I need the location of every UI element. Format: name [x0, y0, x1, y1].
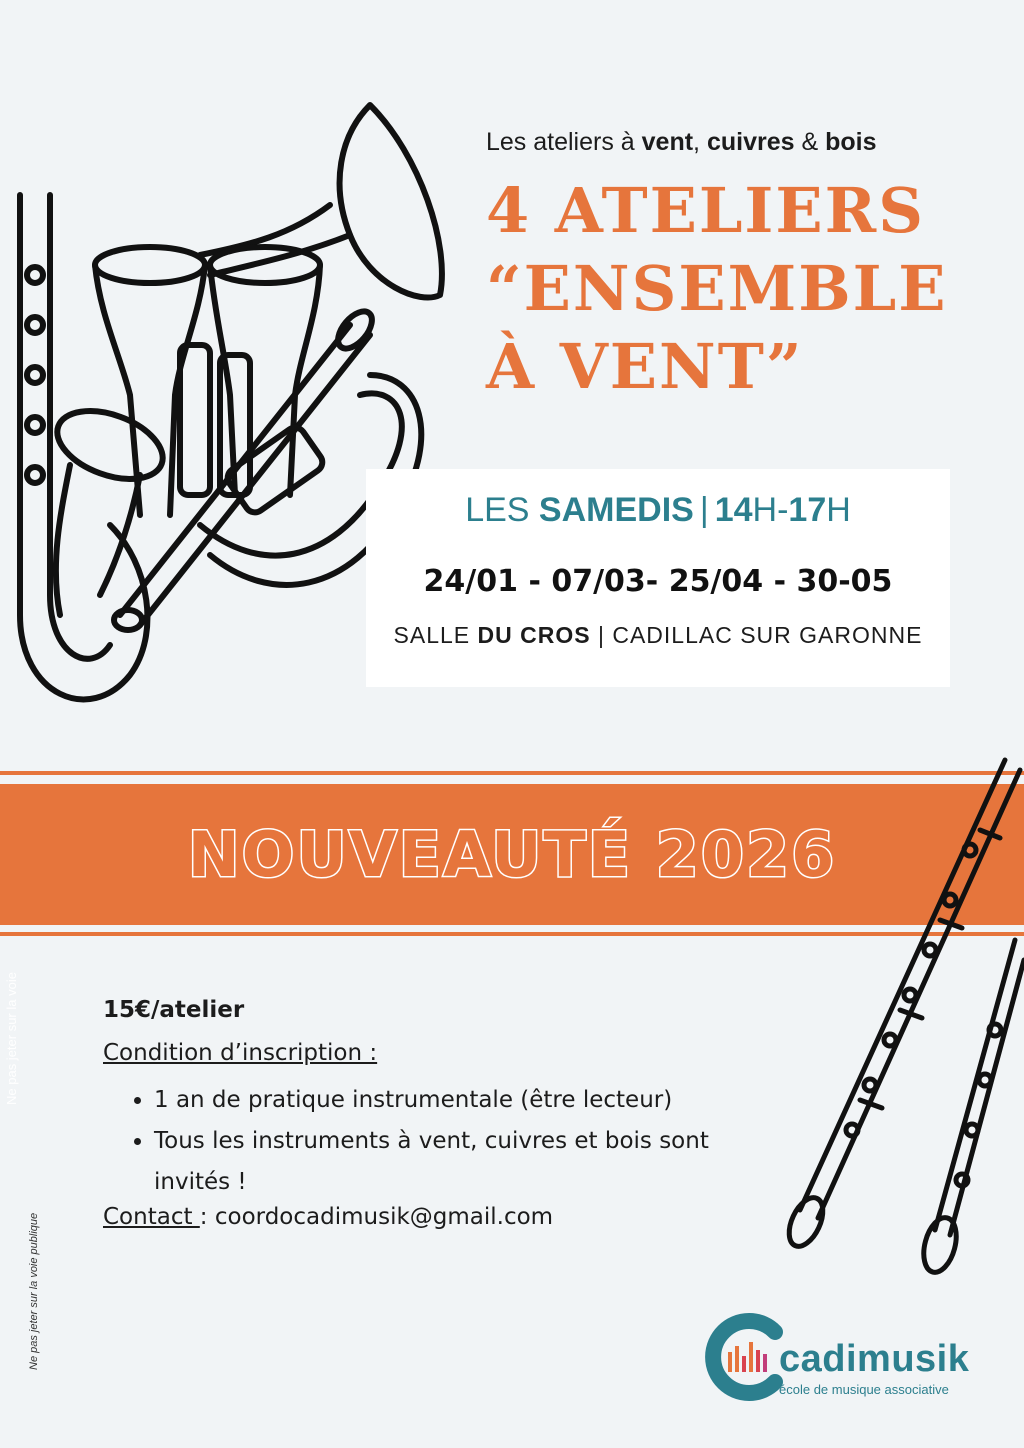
list-item: • 1 an de pratique instrumentale (être lecteur) — [154, 1080, 774, 1121]
conditions-list — [128, 1080, 774, 1203]
time-start-unit: H- — [752, 491, 789, 529]
list-item: • Tous les instruments à vent, cuivres et bois sont invités ! — [154, 1121, 774, 1203]
banner-text: NOUVEAUTÉ 2026 — [187, 818, 837, 891]
subtitle — [486, 128, 986, 157]
schedule-days-time — [366, 491, 950, 530]
logo-name: cadimusik — [779, 1338, 970, 1380]
vertical-note: Ne pas jeter sur la voie publique — [28, 1212, 40, 1370]
contact — [103, 1204, 553, 1230]
time-end-unit: H — [826, 491, 851, 529]
contact-label: Contact — [103, 1204, 200, 1230]
main-title — [486, 172, 1024, 406]
subtitle-word-cuivres: cuivres — [706, 128, 795, 156]
days-prefix: LES — [465, 491, 539, 529]
place-bold: DU CROS — [477, 622, 591, 648]
subtitle-sep: , — [693, 128, 707, 156]
condition-label: Condition d’inscription : — [103, 1040, 378, 1066]
place-city: CADILLAC SUR GARONNE — [612, 622, 923, 648]
contact-email[interactable]: : coordocadimusik@gmail.com — [199, 1204, 554, 1230]
schedule-dates: 24/01 - 07/03- 25/04 - 30-05 — [423, 564, 893, 599]
schedule-box — [366, 469, 950, 687]
logo-tagline: école de musique associative — [779, 1382, 949, 1397]
subtitle-sep: & — [794, 128, 826, 156]
subtitle-prefix: Les ateliers à — [486, 128, 642, 156]
place-prefix: SALLE — [393, 622, 478, 648]
subtitle-word-bois: bois — [825, 128, 877, 156]
time-end: 17 — [788, 491, 827, 529]
vertical-note-faint: Ne pas jeter sur la voie — [4, 972, 19, 1105]
title-line: À VENT” — [486, 330, 804, 403]
title-line: “ENSEMBLE — [486, 252, 948, 325]
schedule-place — [366, 622, 950, 649]
title-line: 4 ATELIERS — [486, 174, 925, 247]
price: 15€/atelier — [103, 997, 245, 1023]
days-bold: SAMEDIS — [538, 491, 694, 529]
separator: | — [699, 491, 709, 529]
subtitle-word-vent: vent — [641, 128, 694, 156]
place-sep: | — [590, 622, 613, 648]
time-start: 14 — [714, 491, 753, 529]
clarinets-illustration — [740, 740, 1024, 1280]
